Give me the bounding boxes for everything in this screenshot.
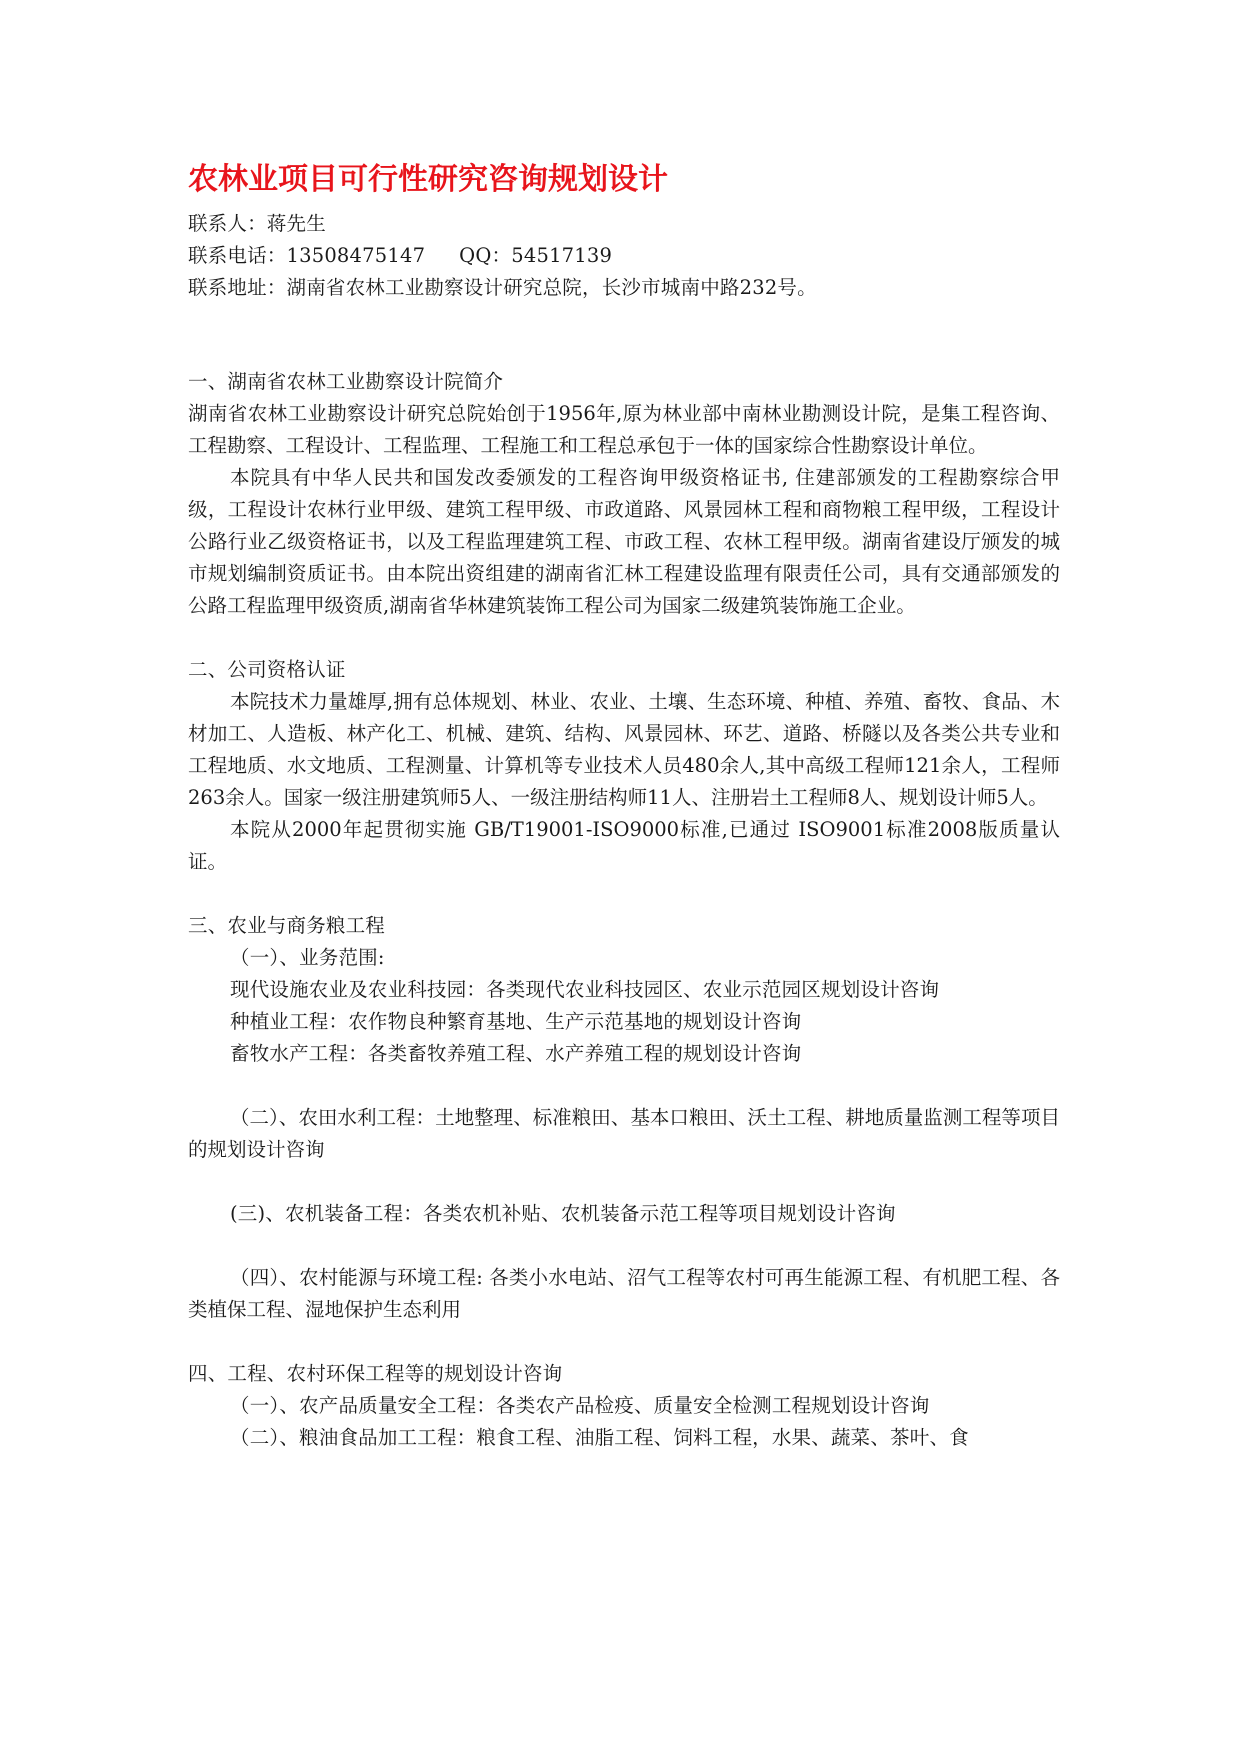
section-1-heading: 一、湖南省农林工业勘察设计院简介 [188,370,504,393]
section-3-sub1-item-1: 现代设施农业及农业科技园：各类现代农业科技园区、农业示范园区规划设计咨询 [230,978,940,1001]
section-4-sub1: （一）、农产品质量安全工程：各类农产品检疫、质量安全检测工程规划设计咨询 [230,1394,930,1417]
section-3-sub3: (三)、农机装备工程：各类农机补贴、农机装备示范工程等项目规划设计咨询 [230,1202,896,1225]
section-2-heading: 二、公司资格认证 [188,658,346,681]
contact-qq: QQ：54517139 [459,244,613,267]
section-2-paragraph-1: 本院技术力量雄厚,拥有总体规划、林业、农业、土壤、生态环境、种植、养殖、畜牧、食品、木材加工、人造板、林产化工、机械、建筑、结构、风景园林、环艺、道路、桥隧以及各类公共专业和工程地质、水文地质、工程测量、计算机等专业技术人员480余人,其中高级工程师121余人，工程师263余人。国家一级注册建筑师5人、一级注册结构师11人、注册岩土工程师8人、规划设计师5人。 [188,690,1060,809]
section-4-sub2: （二）、粮油食品加工工程：粮食工程、油脂工程、饲料工程，水果、蔬菜、茶叶、食 [230,1426,969,1449]
contact-person: 联系人：蒋先生 [188,212,326,235]
section-3-sub4: （四）、农村能源与环境工程: 各类小水电站、沼气工程等农村可再生能源工程、有机肥工程、各类植保工程、湿地保护生态利用 [188,1266,1060,1321]
section-3-sub1-item-3: 畜牧水产工程：各类畜牧养殖工程、水产养殖工程的规划设计咨询 [230,1042,802,1065]
section-3-sub2: （二）、农田水利工程：土地整理、标准粮田、基本口粮田、沃土工程、耕地质量监测工程等项目的规划设计咨询 [188,1106,1060,1161]
contact-address: 联系地址：湖南省农林工业勘察设计研究总院，长沙市城南中路232号。 [188,276,817,299]
section-4-heading: 四、工程、农村环保工程等的规划设计咨询 [188,1362,563,1385]
section-2-paragraph-2: 本院从2000年起贯彻实施 GB/T19001-ISO9000标准,已通过 ISO9001标准2008版质量认证。 [188,818,1060,873]
contact-phone-line [188,240,1060,272]
section-3-sub1-item-2: 种植业工程：农作物良种繁育基地、生产示范基地的规划设计咨询 [230,1010,802,1033]
document-title: 农林业项目可行性研究咨询规划设计 [188,162,668,197]
section-3-sub1-title: （一）、业务范围: [230,946,385,969]
section-3-heading: 三、农业与商务粮工程 [188,914,386,937]
section-1-paragraph-2: 本院具有中华人民共和国发改委颁发的工程咨询甲级资格证书, 住建部颁发的工程勘察综合甲级，工程设计农林行业甲级、建筑工程甲级、市政道路、风景园林工程和商物粮工程甲级，工程设计公路行业乙级资格证书，以及工程监理建筑工程、市政工程、农林工程甲级。湖南省建设厅颁发的城市规划编制资质证书。由本院出资组建的湖南省汇林工程建设监理有限责任公司，具有交通部颁发的公路工程监理甲级资质,湖南省华林建筑装饰工程公司为国家二级建筑装饰施工企业。 [188,466,1060,617]
document-content [188,160,1060,1454]
contact-phone: 联系电话：13508475147 [188,244,426,267]
section-1-paragraph-1: 湖南省农林工业勘察设计研究总院始创于1956年,原为林业部中南林业勘测设计院，是集工程咨询、工程勘察、工程设计、工程监理、工程施工和工程总承包于一体的国家综合性勘察设计单位。 [188,402,1060,457]
